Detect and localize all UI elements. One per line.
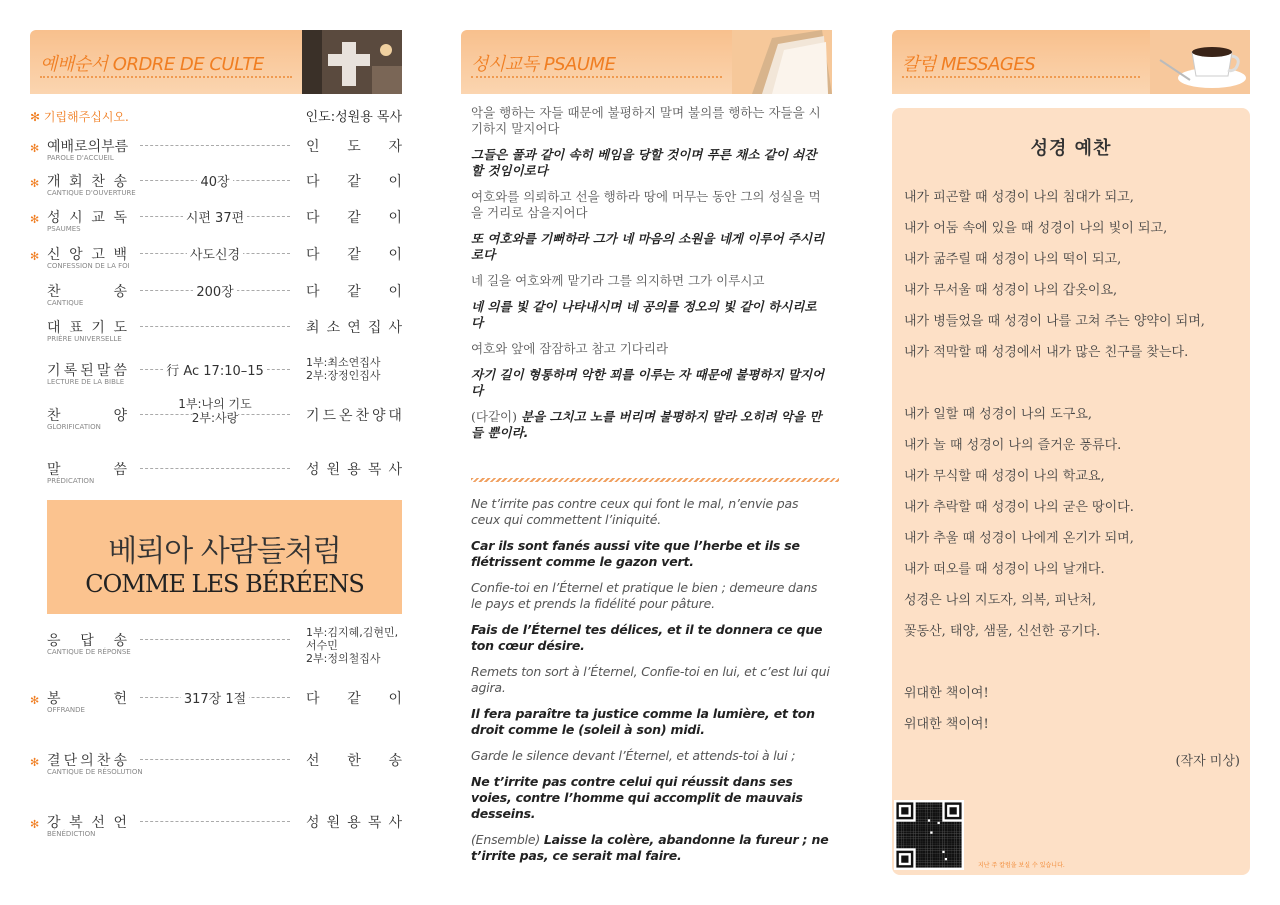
stand-notice	[30, 108, 402, 125]
order-item-french: BÉNÉDICTION	[47, 830, 96, 838]
order-item-performer: 다 같 이	[306, 691, 402, 707]
psalm-verse-french: Ne t’irrite pas contre celui qui réussit dans ses voies, contre l’homme qui accomplit de mauvais desseins.	[471, 774, 803, 821]
order-item-name: 봉 헌	[47, 691, 127, 707]
psalm-verse: (다같이) 분을 그치고 노를 버리며 불평하지 말라 오히려 악을 만들 뿐이라.	[471, 409, 822, 440]
poem-line: 내가 굶주릴 때 성경이 나의 떡이 되고,	[904, 252, 1122, 267]
sermon-title-box	[47, 500, 402, 614]
order-item-name: 기 록 된 말 씀	[47, 363, 127, 379]
cross-candle-icon	[302, 30, 402, 94]
poem-text	[904, 188, 1244, 746]
psalm-verse-french: Ne t’irrite pas contre ceux qui font le mal, n’envie pas ceux qui commettent l’iniquité.	[471, 496, 799, 527]
order-item-detail: 사도신경	[140, 244, 290, 263]
poem-line: 꽃동산, 태양, 샘물, 신선한 공기다.	[904, 624, 1101, 639]
author-credit: (작자 미상)	[1175, 754, 1240, 769]
dashed-leader	[140, 326, 290, 327]
poem-line: 위대한 책이여!	[904, 686, 989, 701]
worship-order-title: 예배순서 ORDRE DE CULTE	[40, 54, 264, 75]
order-item-detail: 行 Ac 17:10–15	[140, 360, 290, 379]
order-item-performer: 다 같 이	[306, 174, 402, 190]
order-item-french: CANTIQUE D'OUVERTURE	[47, 189, 136, 197]
qr-note: 지난 주 칼럼을 보실 수 있습니다.	[978, 862, 1065, 869]
psalm-verse: 여호와를 의뢰하고 선을 행하라 땅에 머무는 동안 그의 성실을 먹을 거리로 삼을지어다	[471, 189, 821, 220]
psalm-verse-french: Car ils sont fanés aussi vite que l’herbe et ils se flétrissent comme le gazon vert.	[471, 538, 800, 569]
message-column	[892, 30, 1250, 869]
order-item-french: GLORIFICATION	[47, 423, 101, 431]
coffee-cup-icon	[1150, 30, 1250, 94]
order-item	[30, 626, 402, 665]
psalm-verse-french: Garde le silence devant l’Éternel, et attends-toi à lui ;	[471, 748, 796, 763]
stanza-gap	[904, 653, 1244, 684]
order-item-name: 응 답 송	[47, 633, 127, 649]
order-item-french: PRÉDICATION	[47, 477, 95, 485]
poem-line: 내가 피곤할 때 성경이 나의 침대가 되고,	[904, 190, 1134, 205]
order-item-name: 개 회 찬 송	[47, 174, 127, 190]
order-item-french: LECTURE DE LA BIBLE	[47, 378, 125, 386]
dashed-leader	[140, 145, 290, 146]
poem-line: 위대한 책이여!	[904, 717, 989, 732]
standing-marker: ✻	[30, 142, 40, 155]
order-item-detail: 시편 37편	[140, 207, 290, 226]
order-item-name: 대 표 기 도	[47, 320, 127, 336]
column-title: 성경 예찬	[1030, 138, 1112, 159]
poem-line: 내가 추락할 때 성경이 나의 굳은 땅이다.	[904, 500, 1134, 515]
poem-line: 내가 적막할 때 성경에서 내가 많은 친구를 찾는다.	[904, 345, 1189, 360]
order-item-french: PSAUMES	[47, 225, 81, 233]
order-item-performer: 성 원 용 목 사	[306, 462, 402, 478]
psalm-verse-french: Confie-toi en l’Éternel et pratique le bien ; demeure dans le pays et prends la fidélité pour pâture.	[471, 580, 818, 611]
psalm-column	[461, 30, 832, 863]
psalm-title: 성시교독 PSAUME	[471, 54, 616, 75]
standing-marker: ✻	[30, 250, 40, 263]
order-item-name: 성 시 교 독	[47, 210, 127, 226]
order-item-name: 찬 양	[47, 408, 127, 424]
order-item	[30, 281, 402, 315]
sermon-title-french: COMME LES BÉRÉENS	[85, 570, 364, 598]
header-dots	[902, 76, 1140, 78]
divider	[471, 478, 839, 482]
order-item-performer: 다 같 이	[306, 210, 402, 226]
worship-order-header	[30, 30, 402, 94]
order-item-name: 신 앙 고 백	[47, 247, 127, 263]
order-item-name: 말 씀	[47, 462, 127, 478]
order-item	[30, 317, 402, 351]
order-item-french: CANTIQUE	[47, 299, 84, 307]
order-item-performer: 다 같 이	[306, 284, 402, 300]
order-item-performer: 최 소 연 집 사	[306, 320, 402, 336]
psalm-verse: 네 길을 여호와께 맡기라 그를 의지하면 그가 이루시고	[471, 273, 765, 288]
dashed-leader	[140, 639, 290, 640]
order-item-french: CANTIQUE DE RÉSOLUTION	[47, 768, 143, 776]
order-item-performer: 1부:김지혜,김현민,서수민 2부:정의철집사	[306, 626, 399, 665]
qr-code-icon[interactable]	[894, 800, 964, 870]
standing-marker: ✻	[30, 213, 40, 226]
psalm-verse: 악을 행하는 자들 때문에 불평하지 말며 불의를 행하는 자들을 시기하지 말지어다	[471, 105, 821, 136]
order-item-performer: 기 드 온 찬 양 대	[306, 408, 402, 424]
psalm-verse-french: Il fera paraître ta justice comme la lumière, et ton droit comme le (soleil à son) midi.	[471, 706, 815, 737]
psalm-korean	[471, 105, 827, 451]
sermon-title-korean: 베뢰아 사람들처럼	[108, 534, 341, 569]
standing-marker: ✻	[30, 177, 40, 190]
poem-line: 성경은 나의 지도자, 의복, 피난처,	[904, 593, 1097, 608]
order-item-performer: 다 같 이	[306, 247, 402, 263]
header-dots	[471, 76, 722, 78]
stand-label: ✻ 기립해주십시오.	[30, 110, 129, 124]
poem-line: 내가 추울 때 성경이 나에게 온기가 되며,	[904, 531, 1134, 546]
order-item-name: 찬 송	[47, 284, 127, 300]
order-item-name: 강 복 선 언	[47, 815, 127, 831]
order-item-french: CANTIQUE DE RÉPONSE	[47, 648, 131, 656]
order-item-name: 결 단 의 찬 송	[47, 753, 127, 769]
order-item	[30, 397, 402, 439]
header-dots	[40, 76, 292, 78]
order-item-detail: 1부:나의 기도 2부:사랑	[178, 397, 252, 425]
stanza-gap	[904, 374, 1244, 405]
poem-line: 내가 무서울 때 성경이 나의 갑옷이요,	[904, 283, 1118, 298]
psalm-header	[461, 30, 832, 94]
order-item	[30, 812, 402, 846]
order-item	[30, 356, 402, 394]
dashed-leader	[140, 468, 290, 469]
poem-line: 내가 놀 때 성경이 나의 즐거운 풍류다.	[904, 438, 1122, 453]
standing-marker: ✻	[30, 818, 40, 831]
message-box	[892, 108, 1250, 875]
order-item	[30, 750, 402, 784]
order-item	[30, 207, 402, 241]
order-item-detail: 40장	[140, 171, 290, 190]
psalm-verse: 또 여호와를 기뻐하라 그가 네 마음의 소원을 네게 이루어 주시리로다	[471, 231, 825, 262]
order-item	[30, 171, 402, 205]
psalm-verse: 여호와 앞에 잠잠하고 참고 기다리라	[471, 341, 669, 356]
order-item	[30, 136, 402, 170]
psalm-verse: 그들은 풀과 같이 속히 베임을 당할 것이며 푸른 채소 같이 쇠잔할 것임이로다	[471, 147, 817, 178]
leader-label: 인도:성원용 목사	[305, 110, 402, 125]
poem-line: 내가 병들었을 때 성경이 나를 고쳐 주는 양약이 되며,	[904, 314, 1205, 329]
poem-line: 내가 일할 때 성경이 나의 도구요,	[904, 407, 1093, 422]
poem-line: 내가 무식할 때 성경이 나의 학교요,	[904, 469, 1105, 484]
order-item-french: OFFRANDE	[47, 706, 85, 714]
order-item-performer: 1부:최소연집사 2부:장정인집사	[306, 356, 381, 382]
poem-line: 내가 떠오를 때 성경이 나의 날개다.	[904, 562, 1105, 577]
order-item	[30, 459, 402, 493]
psalm-verse-french: Fais de l’Éternel tes délices, et il te donnera ce que ton cœur désire.	[471, 622, 823, 653]
message-title: 칼럼 MESSAGES	[902, 54, 1036, 75]
dashed-leader	[140, 759, 290, 760]
worship-order-column	[30, 30, 402, 838]
open-book-icon	[732, 30, 832, 94]
poem-line: 내가 어둠 속에 있을 때 성경이 나의 빛이 되고,	[904, 221, 1168, 236]
order-item-performer: 선 한 송	[306, 753, 402, 769]
order-item	[30, 688, 402, 722]
psalm-french	[471, 496, 831, 874]
standing-marker: ✻	[30, 694, 40, 707]
order-item-french: CONFESSION DE LA FOI	[47, 262, 130, 270]
psalm-verse-french: (Ensemble) Laisse la colère, abandonne la fureur ; ne t’irrite pas, ce serait mal faire.	[471, 832, 829, 863]
psalm-verse: 네 의를 빛 같이 나타내시며 네 공의를 정오의 빛 같이 하시리로다	[471, 299, 817, 330]
order-item-french: PRIÈRE UNIVERSELLE	[47, 335, 122, 343]
standing-marker: ✻	[30, 756, 40, 769]
order-item	[30, 244, 402, 278]
order-item-detail: 317장 1절	[140, 688, 290, 707]
message-header	[892, 30, 1250, 94]
dashed-leader	[140, 821, 290, 822]
order-item-performer: 성 원 용 목 사	[306, 815, 402, 831]
psalm-verse: 자기 길이 형통하며 악한 꾀를 이루는 자 때문에 불평하지 말지어다	[471, 367, 825, 398]
order-item-detail: 200장	[140, 281, 290, 300]
order-item-name: 예 배 로 의 부 름	[47, 139, 129, 155]
order-item-performer: 인 도 자	[306, 139, 402, 155]
order-item-french: PAROLE D'ACCUEIL	[47, 154, 114, 162]
psalm-verse-french: Remets ton sort à l’Éternel, Confie-toi en lui, et c’est lui qui agira.	[471, 664, 830, 695]
